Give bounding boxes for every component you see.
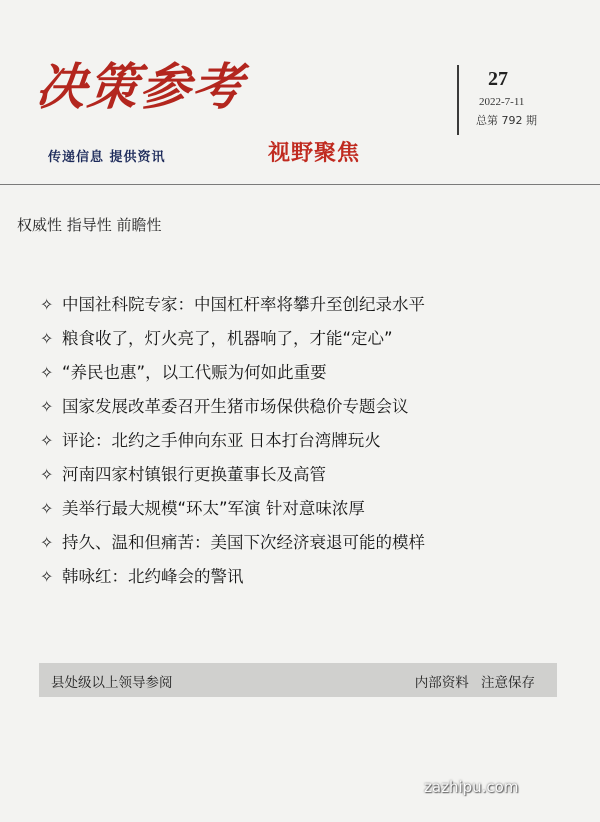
diamond-star-icon: ✧	[40, 499, 54, 518]
issue-date: 2022-7-11	[479, 96, 525, 108]
masthead	[0, 0, 600, 185]
diamond-star-icon: ✧	[40, 567, 54, 586]
toc-item[interactable]	[40, 290, 585, 324]
toc-item[interactable]	[40, 392, 585, 426]
header-rule	[0, 184, 600, 185]
toc-item[interactable]	[40, 562, 585, 596]
toc-item[interactable]	[40, 494, 585, 528]
toc-item-title: 粮食收了，灯火亮了，机器响了，才能“定心”	[62, 329, 393, 348]
diamond-star-icon: ✧	[40, 295, 54, 314]
table-of-contents	[40, 290, 585, 596]
diamond-star-icon: ✧	[40, 465, 54, 484]
diamond-star-icon: ✧	[40, 397, 54, 416]
toc-item-title: 美举行最大规模“环太”军演 针对意味浓厚	[62, 499, 365, 518]
toc-item-title: 韩咏红：北约峰会的警讯	[62, 567, 244, 586]
diamond-star-icon: ✧	[40, 329, 54, 348]
diamond-star-icon: ✧	[40, 431, 54, 450]
toc-item-title: 中国社科院专家：中国杠杆率将攀升至创纪录水平	[62, 295, 425, 314]
toc-item-title: 国家发展改革委召开生猪市场保供稳价专题会议	[62, 397, 409, 416]
toc-item[interactable]	[40, 460, 585, 494]
issue-total: 总第 792 期	[476, 114, 537, 127]
toc-item[interactable]	[40, 324, 585, 358]
footer-notice: 内部资料 注意保存	[414, 675, 535, 691]
toc-item-title: “养民也惠”，以工代赈为何如此重要	[62, 363, 327, 382]
publication-logo: 决策参考	[32, 57, 248, 116]
footer-bar	[39, 663, 557, 697]
toc-item[interactable]	[40, 528, 585, 562]
tagline: 传递信息 提供资讯	[48, 150, 166, 165]
issue-number: 27	[488, 68, 508, 90]
motto: 权威性 指导性 前瞻性	[17, 216, 162, 234]
toc-item[interactable]	[40, 358, 585, 392]
toc-item-title: 河南四家村镇银行更换董事长及高管	[62, 465, 326, 484]
footer-audience: 县处级以上领导参阅	[51, 675, 173, 691]
toc-item-title: 评论：北约之手伸向东亚 日本打台湾牌玩火	[62, 431, 381, 450]
toc-item-title: 持久、温和但痛苦：美国下次经济衰退可能的模样	[62, 533, 425, 552]
column-title: 视野聚焦	[268, 140, 361, 166]
toc-item[interactable]	[40, 426, 585, 460]
diamond-star-icon: ✧	[40, 363, 54, 382]
watermark: zazhipu.com	[424, 778, 519, 796]
diamond-star-icon: ✧	[40, 533, 54, 552]
masthead-divider	[457, 65, 459, 135]
